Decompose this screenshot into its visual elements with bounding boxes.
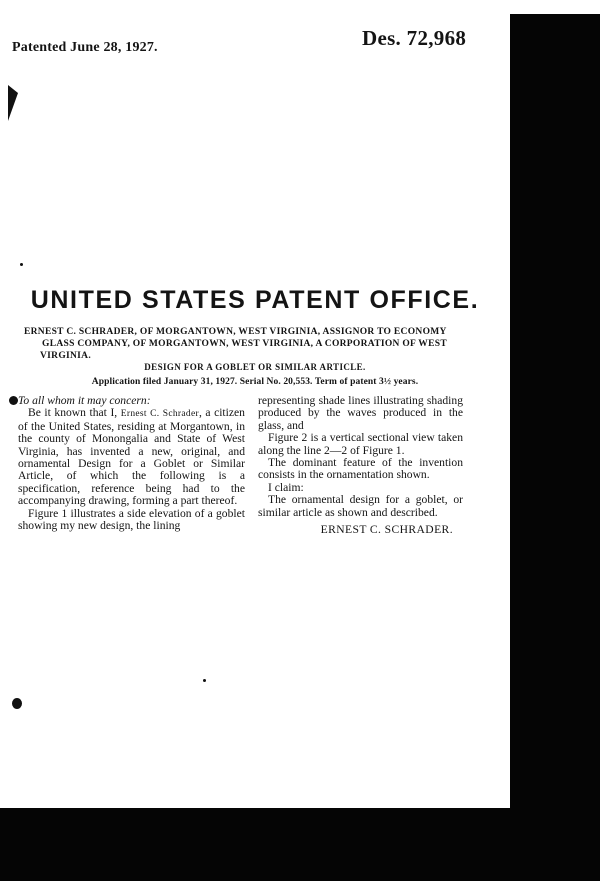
claim-heading: I claim: [268, 480, 304, 494]
inventor-name: Ernest C. Schrader [120, 409, 199, 420]
left-column [18, 395, 245, 532]
assignor-block [24, 326, 464, 362]
paragraph: The dominant feature of the invention consists in the ornamentation shown. [258, 456, 463, 482]
office-title: UNITED STATES PATENT OFFICE. [30, 286, 480, 314]
paragraph [18, 407, 245, 507]
binding-mark-icon [8, 85, 18, 121]
right-column [258, 395, 463, 536]
assignor-line: ERNEST C. SCHRADER, OF MORGANTOWN, WEST VIRGINIA, ASSIGNOR TO ECONOMY [24, 327, 447, 337]
scan-border-right [510, 14, 600, 881]
paragraph: representing shade lines illustrating shading produced by the waves produced in the glass, and [258, 394, 463, 432]
assignor-line: GLASS COMPANY, OF MORGANTOWN, WEST VIRGINIA, A CORPORATION OF WEST [42, 339, 447, 349]
application-line: Application filed January 31, 1927. Serial No. 20,553. Term of patent 3½ years. [91, 377, 419, 387]
paragraph-text: Be it known that I, [28, 406, 121, 420]
design-title: DESIGN FOR A GOBLET OR SIMILAR ARTICLE. [144, 362, 366, 372]
punch-hole-icon [12, 698, 22, 709]
paragraph: Figure 2 is a vertical sectional view taken along the line 2—2 of Figure 1. [258, 431, 463, 457]
signature: ERNEST C. SCHRADER. [320, 523, 453, 537]
salutation: To all whom it may concern: [18, 394, 151, 407]
scan-border-bottom [0, 808, 600, 881]
punch-hole-icon [9, 396, 18, 405]
assignor-line: VIRGINIA. [40, 351, 91, 361]
scan-border-top-gap [510, 0, 600, 14]
speck-mark-icon [20, 263, 23, 266]
patent-date: Patented June 28, 1927. [12, 40, 158, 55]
speck-mark-icon [203, 679, 206, 682]
paragraph: Figure 1 illustrates a side elevation of a goblet showing my new design, the lining [18, 506, 245, 533]
claim-text: The ornamental design for a goblet, or similar article as shown and described. [258, 493, 463, 519]
paragraph-text: , a citizen of the United States, residing at Morgantown, in the county of Monongalia and State of West Virginia, has invented a new, original, and ornamental Design for a Goblet or Similar Article, of which the following is a specification, reference being had to the accompanying drawing, forming a part thereof. [18, 406, 245, 508]
design-number: Des. 72,968 [362, 26, 467, 50]
